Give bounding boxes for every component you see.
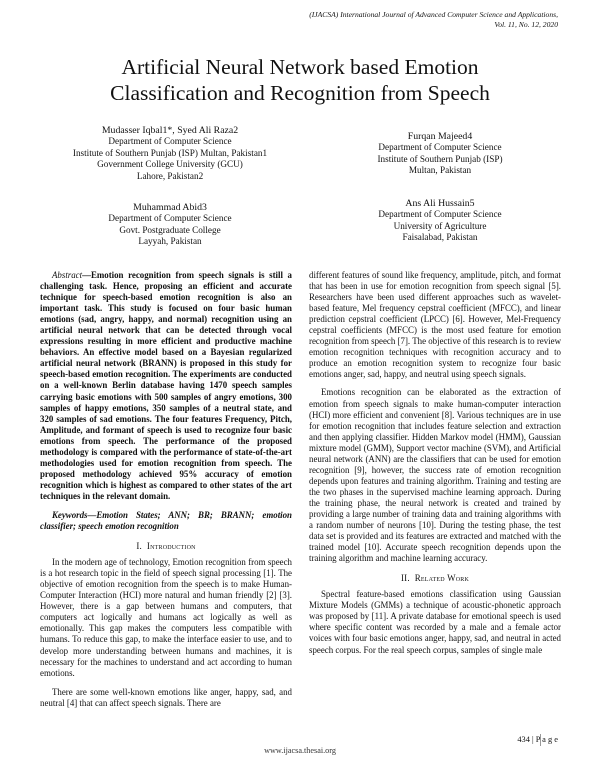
journal-header [309, 10, 558, 30]
author-name: Muhammad Abid3 [133, 202, 207, 213]
author-affiliation: Lahore, Pakistan2 [136, 170, 204, 181]
right-column [309, 270, 561, 656]
paragraph: Spectral feature-based emotions classification using Gaussian Mixture Models (GMMs) a technique of acoustic-phonetic approach was proposed by [11]. A private database for emotional speech is used where specific content was recorded by a male and a female actor voices with four basic emotions anger, happy, sad, and neutral in acted speech corpus. For the real speech corpus, samples of single male [309, 589, 561, 655]
author-affiliation: Department of Computer Science [378, 142, 502, 153]
author-block-2 [40, 202, 300, 248]
abstract [40, 270, 292, 502]
author-affiliation: Institute of Southern Punjab (ISP) Multan, Pakistan1 [72, 147, 268, 158]
author-affiliation: Govt. Postgraduate College [119, 224, 221, 235]
author-block-1 [40, 125, 300, 182]
title-line-2: Classification and Recognition from Speech [110, 81, 490, 105]
abstract-text: —Emotion recognition from speech signals is still a challenging task. Hence, proposing an efficient and accurate technique for speech-based emotion recognition is also an important task. This study is focused on four basic human emotions (sad, angry, happy, and normal) recognition using an artificial neural network that can be detected through vocal expressions resulting in more efficient and productive machine behaviors. An effective model based on a Bayesian regularized artificial neural network (BRANN) is proposed in this study for speech-based emotion recognition. The experiments are conducted on a well-known Berlin database having 1470 speech samples carrying basic emotions with 500 samples of angry emotions, 300 samples of happy emotions, 350 samples of a neutral state, and 320 samples of sad emotions. The four features Frequency, Pitch, Amplitude, and formant of speech is used to recognize four basic emotions from speech. The performance of the proposed methodology is compared with the performance of state-of-the-art methodologies used for emotion recognition from speech. The proposed methodology achieved 95% accuracy of emotion recognition which is highest as compared to other states of the art techniques in the relevant domain. [40, 270, 292, 501]
author-affiliation: Department of Computer Science [378, 209, 502, 220]
journal-name: (IJACSA) International Journal of Advanced Computer Science and Applications, [309, 10, 558, 19]
author-affiliation: Government College University (GCU) [97, 159, 243, 170]
keywords: Keywords—Emotion States; ANN; BR; BRANN; emotion classifier; speech emotion recognition [40, 509, 292, 532]
page-number: 434 | P a g e [517, 735, 558, 744]
section-heading-related-work: II. Related Work [400, 573, 470, 584]
paragraph: different features of sound like frequency, amplitude, pitch, and format that has been in use for emotion recognition from speech signal [5]. Researchers have been used different approaches such as wavelet-based feature, Mel frequency cepstral coefficient (MFCC), and linear prediction cepstral coefficient (LPCC) [6]. However, Mel-Frequency cepstral coefficients (MFCC) is the most used feature for emotion recognition from speech [7]. The objective of this research is to review emotion recognition techniques with recognition accuracy and to produce an emotion recognition system to recognize four basic emotions anger, sad, happy, and neutral using speech signals. [309, 270, 561, 380]
author-affiliation: Multan, Pakistan [408, 165, 472, 176]
author-affiliation: University of Agriculture [393, 220, 487, 231]
footer-url[interactable]: www.ijacsa.thesai.org [264, 746, 336, 755]
paragraph: In the modern age of technology, Emotion recognition from speech is a hot research topic in the field of speech signal processing [1]. The objective of emotion recognition from the speech is to make Human-Computer Interaction (HCI) more natural and human friendly [2] [3]. However, there is a gap between humans and computers, that computers act logically and humans act logically as well as emotionally. This gap makes the computers less compatible with humans. To reduce this gap, to make the interface easier to use, and to develop more understanding between humans and machines, it is necessary for the machines to understand and act according to human emotions. [40, 557, 292, 678]
left-column [40, 270, 292, 709]
author-block-3 [320, 131, 560, 177]
author-affiliation: Faisalabad, Pakistan [402, 232, 478, 243]
author-affiliation: Department of Computer Science [108, 213, 232, 224]
section-heading-introduction: I. Introduction [136, 541, 196, 552]
journal-volume: Vol. 11, No. 12, 2020 [494, 20, 558, 29]
author-affiliation: Department of Computer Science [108, 136, 232, 147]
paragraph: Emotions recognition can be elaborated as the extraction of emotion from speech signals to make human-computer interaction (HCI) more efficient and convenient [8]. Various techniques are in use for emotion recognition that includes feature selection and extraction and then applying classifier. Hidden Markov model (HMM), Gaussian mixture model (GMM), Support vector machine (SVM), and Artificial neural network (ANN) are the classifiers that can be used for emotion recognition [9], however, the success rate of emotion recognition depends upon features and training algorithm. Training and testing are the two phases in the supervised machine learning approach. During the training phase, the neural network is created and trained by providing a large number of training data and training algorithms with a random number of neurons [10]. During the testing phase, the test data set is provided and its features are extracted and matched with the trained model [10]. Accurate speech recognition depends upon the training algorithm and machine learning accuracy. [309, 387, 561, 564]
paper-title [0, 54, 600, 106]
abstract-label: Abstract [52, 270, 83, 280]
title-line-1: Artificial Neural Network based Emotion [121, 55, 479, 79]
author-block-4 [320, 198, 560, 244]
author-name: Furqan Majeed4 [407, 131, 473, 142]
author-name: Mudasser Iqbal1*, Syed Ali Raza2 [101, 125, 239, 136]
author-name: Ans Ali Hussain5 [405, 198, 475, 209]
paragraph: There are some well-known emotions like anger, happy, sad, and neutral [4] that can affect speech signals. There are [40, 686, 292, 708]
author-affiliation: Institute of Southern Punjab (ISP) [377, 153, 503, 164]
author-affiliation: Layyah, Pakistan [138, 236, 202, 247]
